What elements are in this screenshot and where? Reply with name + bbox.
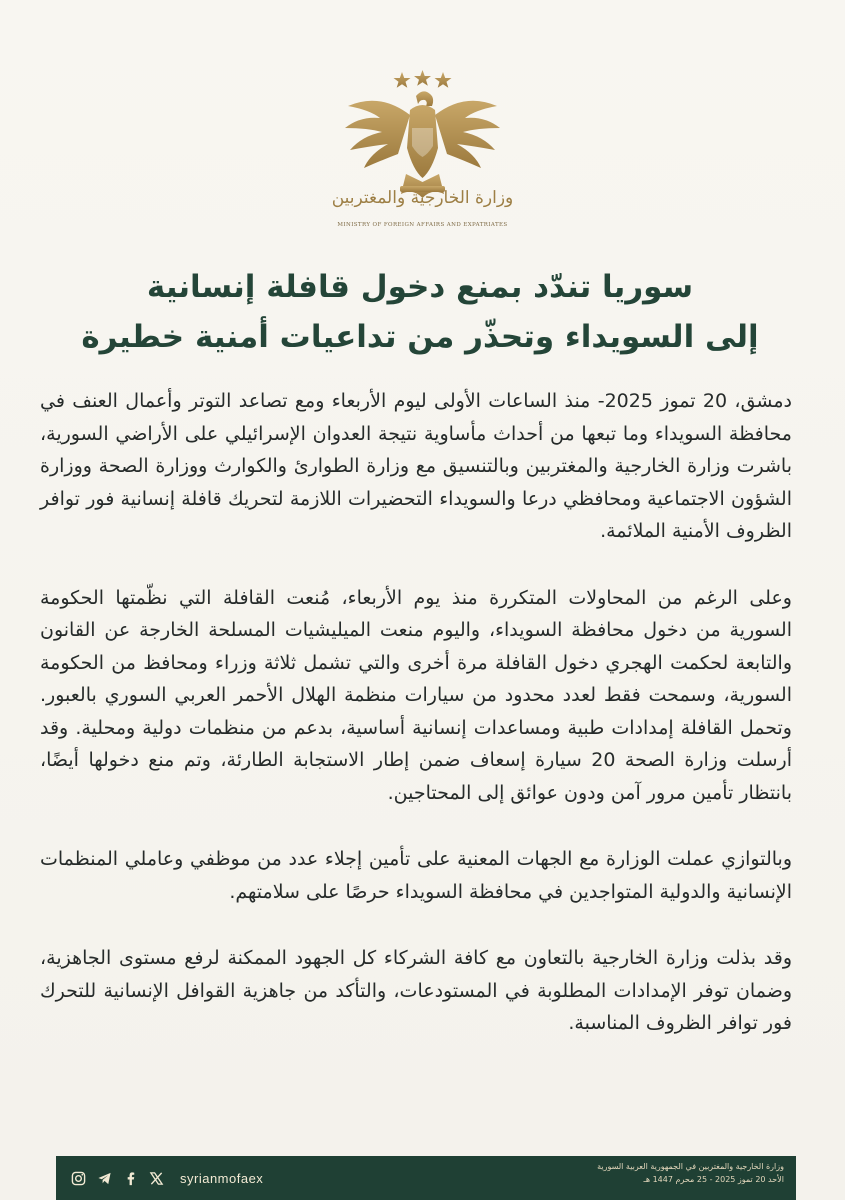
social-handle[interactable]: syrianmofaex xyxy=(180,1170,264,1186)
paragraph-1: دمشق، 20 تموز 2025- منذ الساعات الأولى ليوم الأربعاء ومع تصاعد التوتر وأعمال العنف في محافظة السويداء وما تبعها من أحداث مأساوية نتيجة العدوان الإسرائيلي على الأراضي السورية، باشرت وزارة الخارجية والمغتربين وبالتنسيق مع وزارة الطوارئ والكوارث ووزارة الصحة ووزارة الشؤون الاجتماعية ومحافظي درعا والسويداء التحضيرات اللازمة لتحريك قافلة إنسانية فور توافر الظروف الأمنية الملائمة. xyxy=(40,390,792,542)
facebook-icon[interactable] xyxy=(122,1170,138,1186)
paragraph-3: وبالتوازي عملت الوزارة مع الجهات المعنية على تأمين إجلاء عدد من موظفي وعاملي المنظمات الإنسانية والدولية المتواجدين في محافظة السويداء حرصًا على سلامتهم. xyxy=(40,848,792,903)
instagram-icon[interactable] xyxy=(70,1170,86,1186)
footer-bar xyxy=(56,1156,796,1200)
footer-org-line: وزارة الخارجية والمغتربين في الجمهورية العربية السورية xyxy=(597,1162,784,1171)
paragraph-4: وقد بذلت وزارة الخارجية بالتعاون مع كافة الشركاء كل الجهود الممكنة لرفع مستوى الجاهزية، وضمان توفر الإمدادات المطلوبة في المستودعات، والتأكد من جاهزية القوافل الإنسانية للتحرك فور توافر الظروف المناسبة. xyxy=(40,947,792,1034)
page-title xyxy=(40,262,800,362)
footer-info xyxy=(597,1160,784,1186)
title-line-2: إلى السويداء وتحذّر من تداعيات أمنية خطيرة xyxy=(81,319,759,355)
telegram-icon[interactable] xyxy=(96,1170,112,1186)
paragraph-2: وعلى الرغم من المحاولات المتكررة منذ يوم الأربعاء، مُنعت القافلة التي نظّمتها الحكومة السورية من دخول محافظة السويداء، واليوم منعت الميليشيات المسلحة الخارجة عن القانون والتابعة لحكمت الهجري دخول القافلة مرة أخرى والتي تشمل ثلاثة وزراء ومحافظ من الحكومة السورية، وسمحت فقط لعدد محدود من سيارات منظمة الهلال الأحمر العربي السوري بالعبور. وتحمل القافلة إمدادات طبية ومساعدات إنسانية أساسية، بدعم من منظمات دولية ومحلية. وقد أرسلت وزارة الصحة 20 سيارة إسعاف ضمن إطار الاستجابة الطارئة، وتم منع دخولها أيضًا، بانتظار تأمين مرور آمن ودون عوائق إلى المحتاجين. xyxy=(40,586,792,804)
press-release-body xyxy=(40,385,792,1074)
eagle-emblem-icon xyxy=(340,70,505,240)
social-links xyxy=(70,1166,263,1190)
footer-date-line: الأحد 20 تموز 2025 - 25 محرم 1447 هـ xyxy=(643,1175,784,1184)
ministry-name-english: MINISTRY OF FOREIGN AFFAIRS AND EXPATRIATES xyxy=(337,222,508,228)
title-line-1: سوريا تندّد بمنع دخول قافلة إنسانية xyxy=(146,269,694,305)
x-icon[interactable] xyxy=(148,1170,164,1186)
ministry-name-arabic: وزارة الخارجية والمغتربين xyxy=(331,188,514,208)
